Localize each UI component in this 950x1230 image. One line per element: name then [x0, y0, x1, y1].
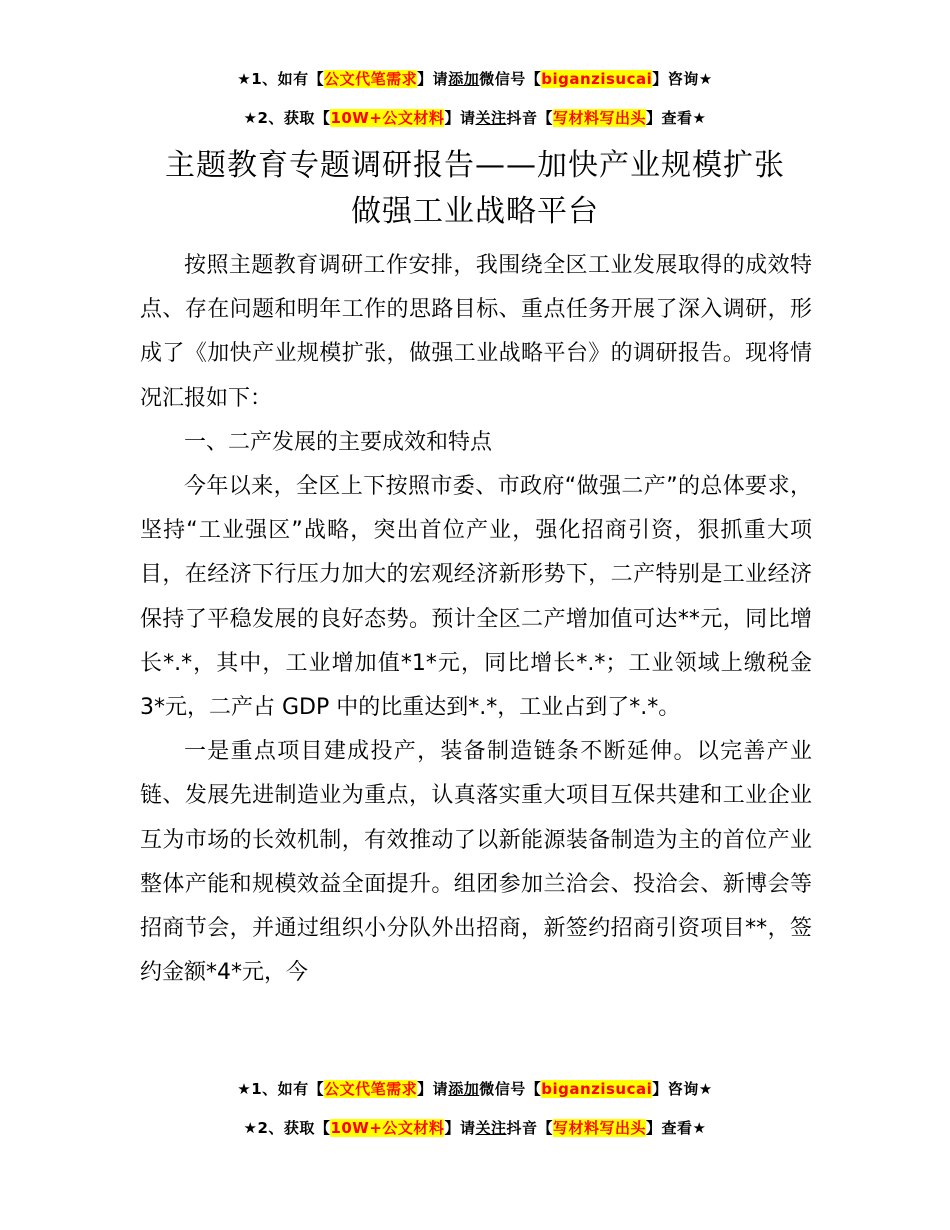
banner-text: 抖音【 [506, 109, 553, 127]
document-title-line1: 主题教育专题调研报告——加快产业规模扩张 [165, 148, 785, 183]
section-heading-1: 一、二产发展的主要成效和特点 [184, 429, 493, 455]
banner-highlight: 写材料写出头 [552, 1119, 646, 1137]
body-paragraph-overview: 今年以来，全区上下按照市委、市政府“做强二产”的总体要求，坚持“工业强区”战略，突出首位产业，强化招商引资，狠抓重大项目，在经济下行压力加大的宏观经济新形势下，二产特别是工业经济保持了平稳发展的良好态势。预计全区二产增加值可达**元，同比增长*.*，其中，工业增加值*1*元，同比增长*.*；工业领域上缴税金 3*元，二产占 GDP 中的比重达到*.*，工业占到了*.*。 [140, 474, 812, 721]
banner-text: 】请 [417, 70, 449, 88]
banner-text: ★2、获取【 [243, 109, 331, 127]
banner-text: 】咨询★ [652, 70, 713, 88]
banner-text: 】请 [417, 1080, 449, 1098]
banner-underline: 关注 [475, 1119, 507, 1137]
promo-banner-bottom-line1 [0, 1078, 950, 1099]
banner-text: 】查看★ [646, 109, 707, 127]
promo-banner-top-line1 [0, 68, 950, 89]
banner-highlight: 10W+公文材料 [330, 109, 445, 127]
banner-text: 】查看★ [646, 1119, 707, 1137]
banner-highlight: 公文代笔需求 [324, 70, 418, 88]
banner-highlight: 10W+公文材料 [330, 1119, 445, 1137]
banner-text: ★1、如有【 [237, 1080, 325, 1098]
banner-highlight: biganzisucai [541, 1080, 653, 1098]
document-body [140, 244, 812, 995]
promo-banner-top-line2 [0, 107, 950, 128]
banner-text: 】请 [444, 1119, 476, 1137]
banner-text: 微信号【 [479, 70, 542, 88]
banner-underline: 关注 [475, 109, 507, 127]
body-paragraph-point-1: 一是重点项目建成投产，装备制造链条不断延伸。以完善产业链、发展先进制造业为重点，认真落实重大项目互保共建和工业企业互为市场的长效机制，有效推动了以新能源装备制造为主的首位产业整体产能和规模效益全面提升。组团参加兰洽会、投洽会、新博会等招商节会，并通过组织小分队外出招商，新签约招商引资项目**，签约金额*4*元，今 [140, 739, 812, 986]
banner-highlight: 写材料写出头 [552, 109, 646, 127]
banner-underline: 添加 [448, 1080, 480, 1098]
banner-text: 抖音【 [506, 1119, 553, 1137]
promo-banner-bottom-line2 [0, 1117, 950, 1138]
banner-highlight: 公文代笔需求 [324, 1080, 418, 1098]
document-title-line2: 做强工业战略平台 [351, 194, 599, 229]
body-paragraph-intro: 按照主题教育调研工作安排，我围绕全区工业发展取得的成效特点、存在问题和明年工作的思路目标、重点任务开展了深入调研，形成了《加快产业规模扩张，做强工业战略平台》的调研报告。现将情况汇报如下： [140, 253, 812, 411]
banner-text: ★2、获取【 [243, 1119, 331, 1137]
banner-highlight: biganzisucai [541, 70, 653, 88]
banner-underline: 添加 [448, 70, 480, 88]
banner-text: 】咨询★ [652, 1080, 713, 1098]
banner-text: 微信号【 [479, 1080, 542, 1098]
banner-text: ★1、如有【 [237, 70, 325, 88]
banner-text: 】请 [444, 109, 476, 127]
